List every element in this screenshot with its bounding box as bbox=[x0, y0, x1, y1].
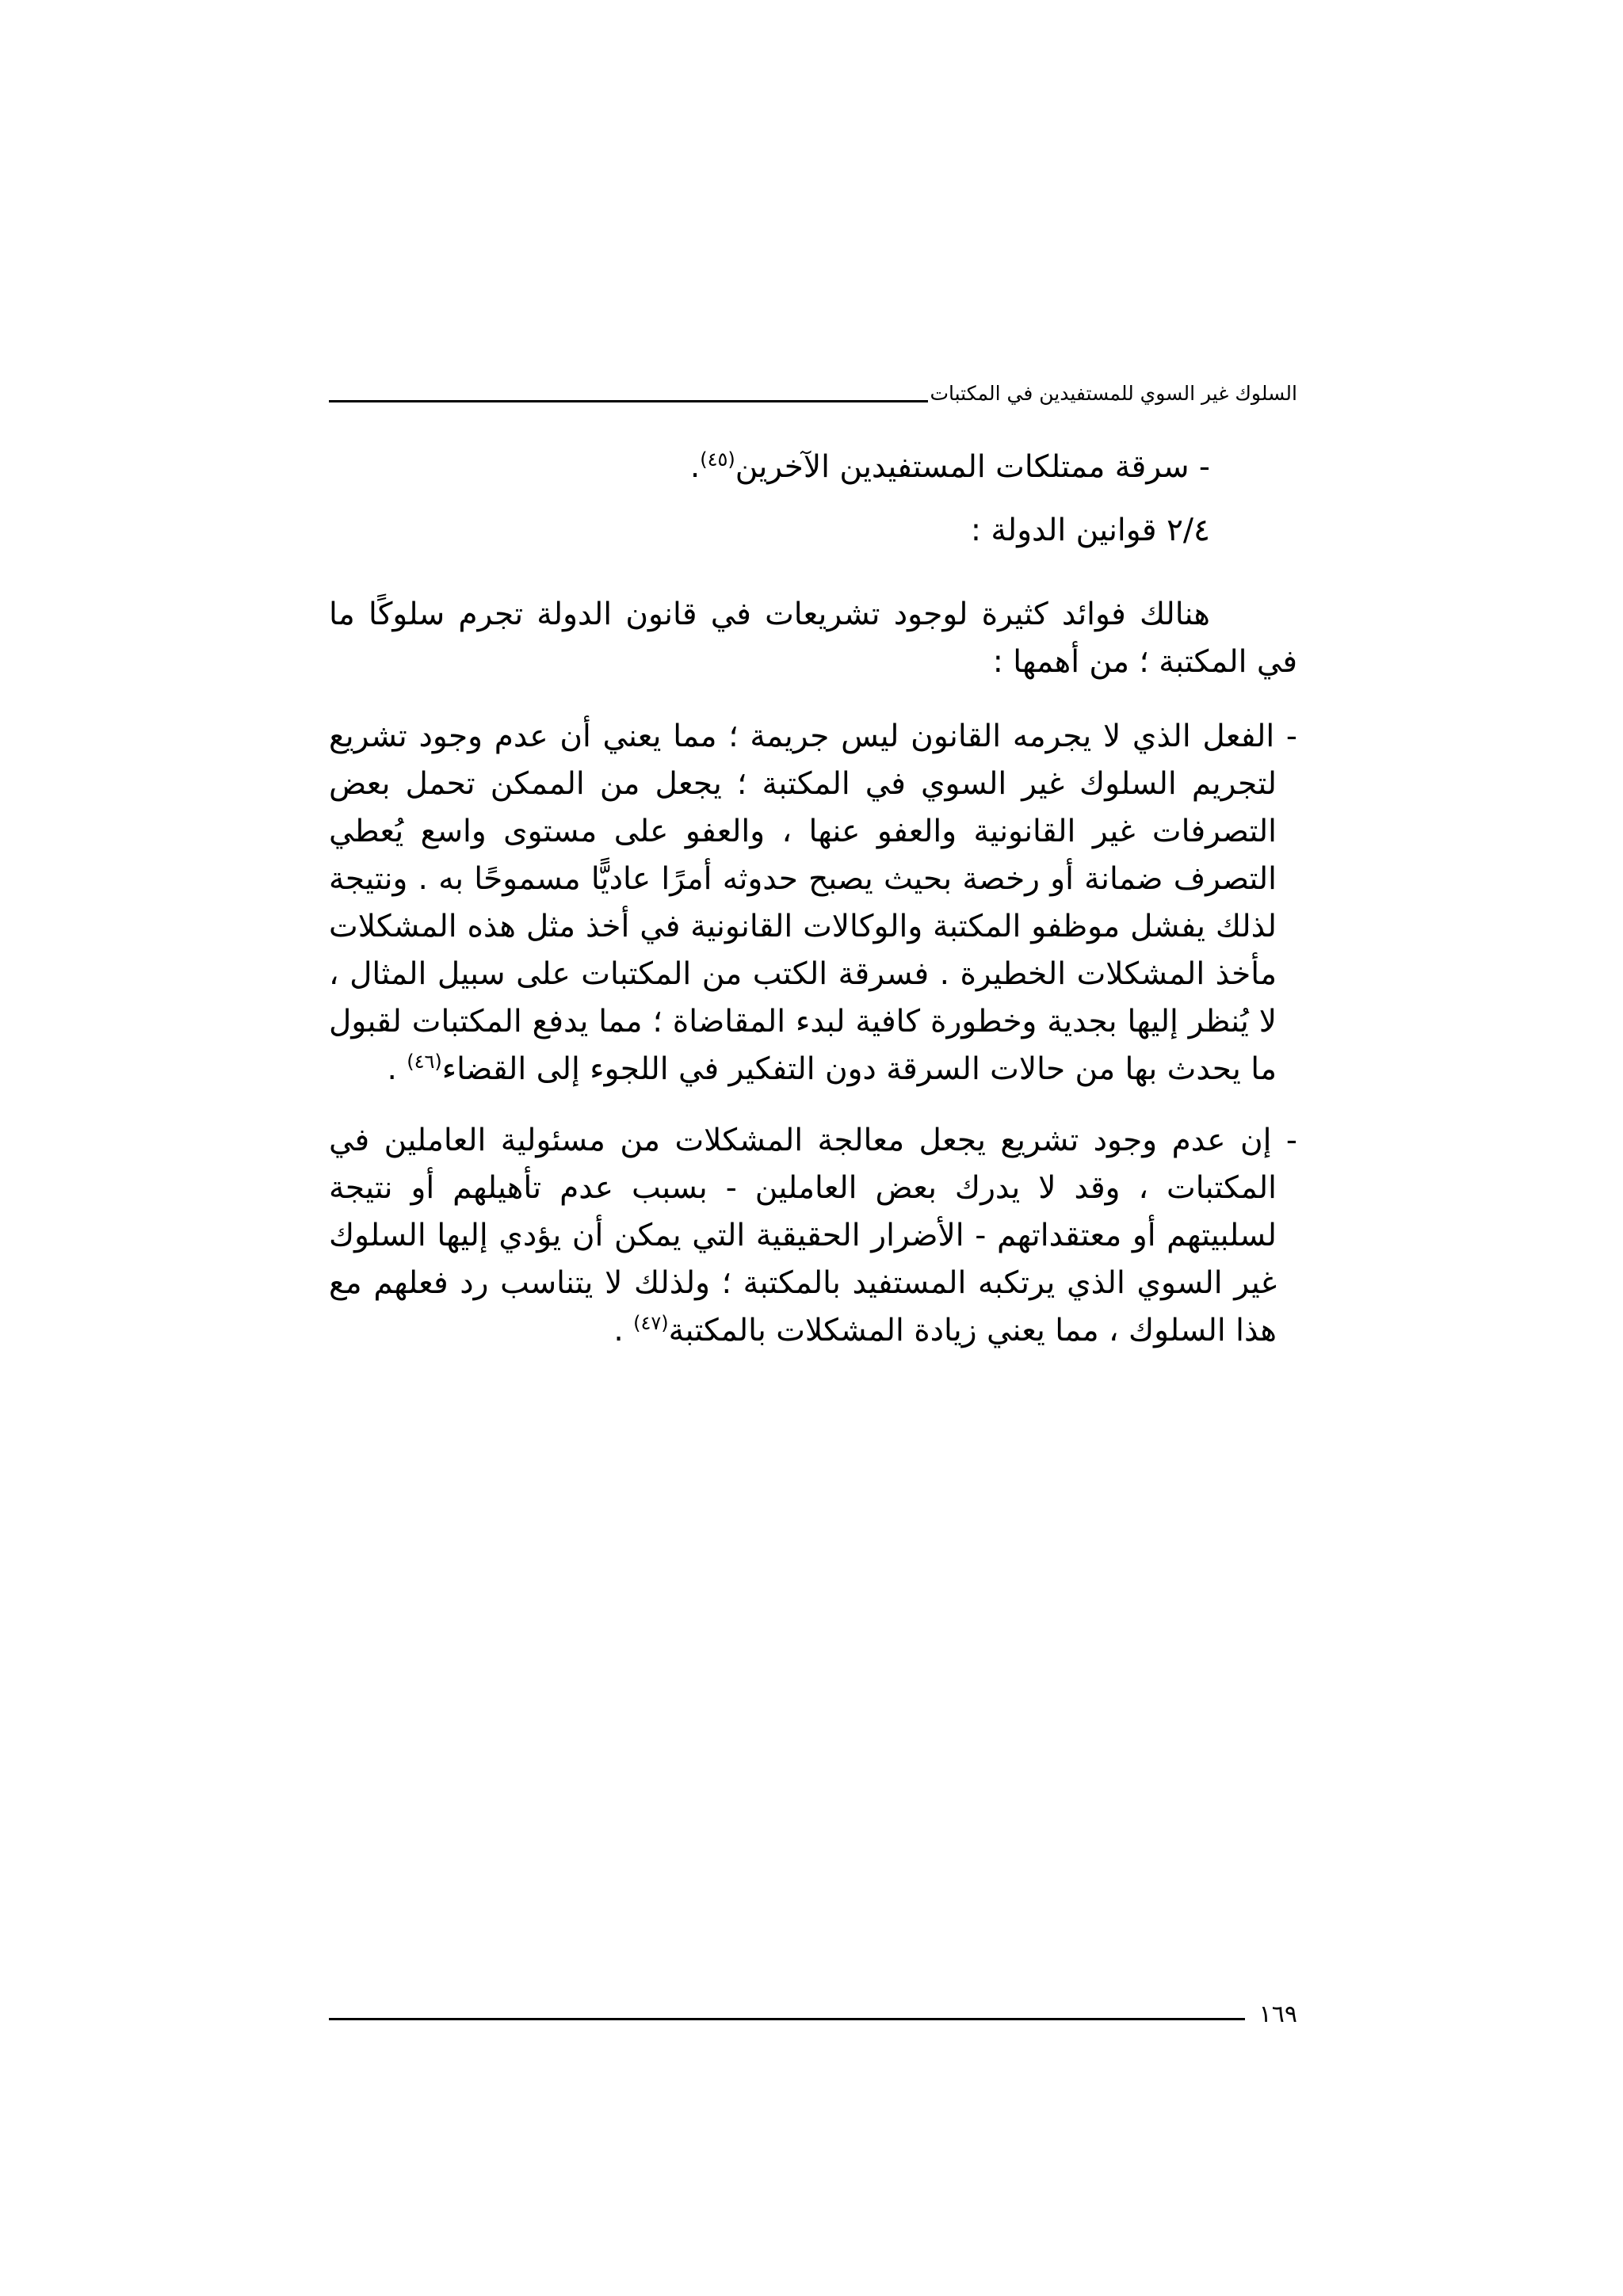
running-header bbox=[329, 372, 1297, 409]
bullet-paragraph-2 bbox=[329, 1117, 1297, 1355]
list-item-text: - سرقة ممتلكات المستفيدين الآخرين bbox=[735, 449, 1210, 485]
bullet-text: - الفعل الذي لا يجرمه القانون ليس جريمة ؛ مما يعني أن عدم وجود تشريع لتجريم السلوك غير السوي في المكتبة ؛ يجعل من الممكن تحمل بعض التصرفات غير القانونية والعفو عنها ، والعفو على مستوى واسع يُعطي التصرف ضمانة أو رخصة بحيث يصبح حدوثه أمرًا عاديًّا مسموحًا به . ونتيجة لذلك يفشل موظفو المكتبة والوكالات القانونية في أخذ مثل هذه المشكلات مأخذ المشكلات الخطيرة . فسرقة الكتب من المكتبات على سبيل المثال ، لا يُنظر إليها بجدية وخطورة كافية لبدء المقاضاة ؛ مما يدفع المكتبات لقبول ما يحدث بها من حالات السرقة دون التفكير في اللجوء إلى القضاء bbox=[329, 719, 1297, 1087]
footer-rule bbox=[329, 2018, 1245, 2020]
footnote-ref-47[interactable]: (٤٧) bbox=[633, 1312, 669, 1334]
bullet-end: . bbox=[387, 1051, 407, 1087]
list-item-theft bbox=[329, 444, 1297, 491]
running-header-title: السلوك غير السوي للمستفيدين في المكتبات bbox=[930, 382, 1297, 405]
page-footer bbox=[329, 1989, 1297, 2028]
footnote-ref-46[interactable]: (٤٦) bbox=[407, 1051, 442, 1073]
bullet-text: - إن عدم وجود تشريع يجعل معالجة المشكلات من مسئولية العاملين في المكتبات ، وقد لا يدرك بعض العاملين - بسبب عدم تأهيلهم أو نتيجة لسلبيتهم أو معتقداتهم - الأضرار الحقيقية التي يمكن أن يؤدي إليها السلوك غير السوي الذي يرتكبه المستفيد بالمكتبة ؛ ولذلك لا يتناسب رد فعلهم مع هذا السلوك ، مما يعني زيادة المشكلات بالمكتبة bbox=[329, 1123, 1297, 1348]
header-rule bbox=[329, 400, 928, 402]
bullet-end: . bbox=[613, 1313, 634, 1348]
footnote-ref-45[interactable]: (٤٥) bbox=[700, 448, 735, 471]
page-number: ١٦٩ bbox=[1258, 2000, 1297, 2028]
list-item-end: . bbox=[689, 449, 701, 485]
section-heading: ٢/٤ قوانين الدولة : bbox=[970, 513, 1210, 548]
intro-paragraph: هنالك فوائد كثيرة لوجود تشريعات في قانون الدولة تجرم سلوكًا ما في المكتبة ؛ من أهمها : bbox=[329, 597, 1297, 680]
page-content bbox=[329, 444, 1297, 1355]
bullet-paragraph-1 bbox=[329, 713, 1297, 1093]
